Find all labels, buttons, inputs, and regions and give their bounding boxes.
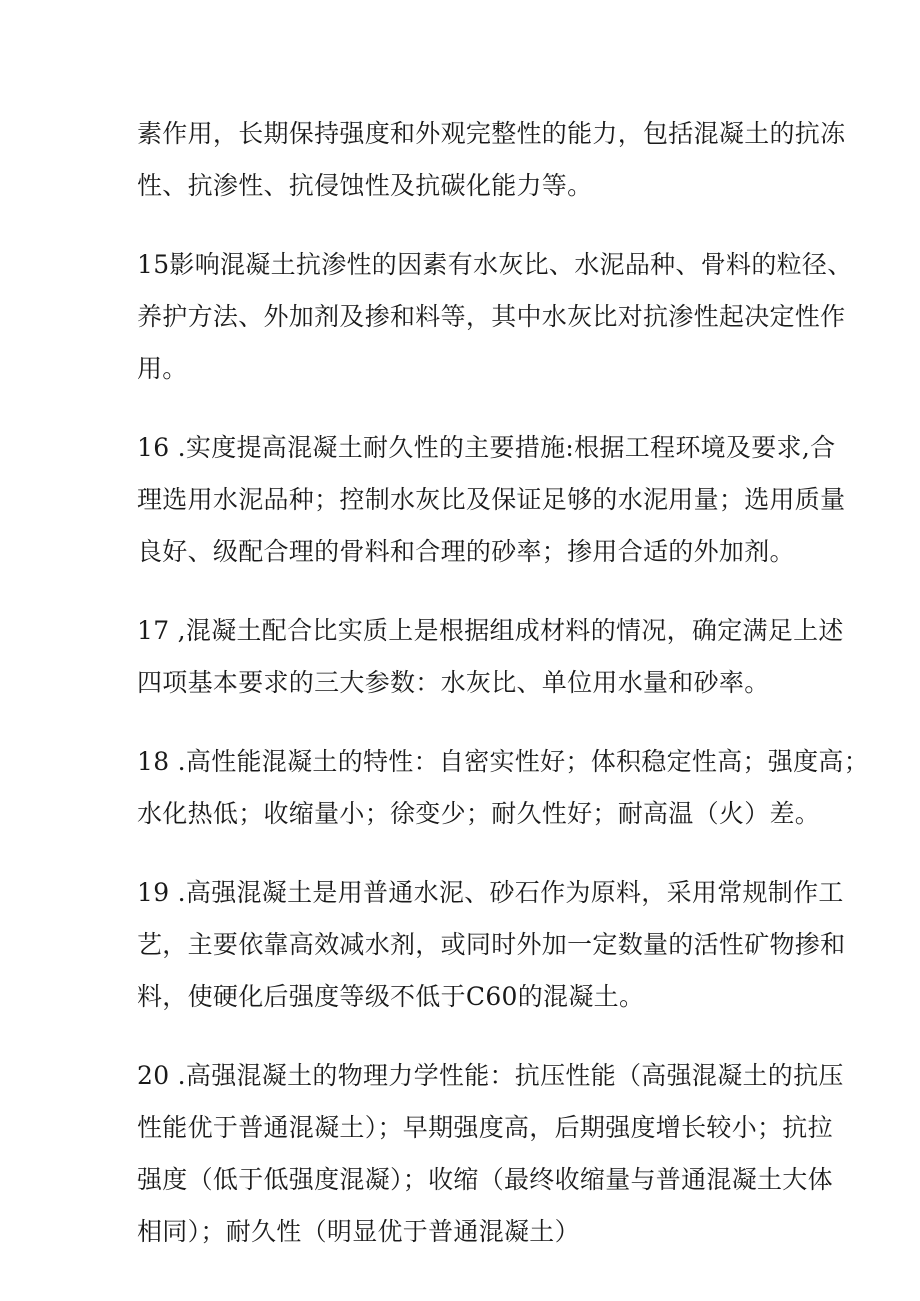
- text-line: 19 .高强混凝土是用普通水泥、砂石作为原料，采用常规制作工: [137, 878, 844, 907]
- text-line: 养护方法、外加剂及掺和料等，其中水灰比对抗渗性起决定性作: [137, 302, 846, 331]
- paragraph-item-20: [137, 1050, 844, 1258]
- text-line: 素作用，长期保持强度和外观完整性的能力，包括混凝土的抗冻: [137, 119, 846, 148]
- text-line: 17 ,混凝土配合比实质上是根据组成材料的情况，确定满足上述: [137, 616, 844, 645]
- text-line: 良好、级配合理的骨料和合理的砂率；掺用合适的外加剂。: [137, 537, 795, 566]
- text-line: 用。: [137, 354, 188, 383]
- text-line: 强度（低于低强度混凝）；收缩（最终收缩量与普通混凝土大体: [137, 1165, 833, 1194]
- text-line: 相同）；耐久性（明显优于普通混凝土）: [137, 1217, 580, 1246]
- paragraph-item-17: [137, 605, 844, 709]
- text-line: 料，使硬化后强度等级不低于C60的混凝土。: [137, 982, 645, 1011]
- text-line: 16 .实度提高混凝土耐久性的主要措施:根据工程环境及要求,合: [137, 433, 836, 462]
- text-line: 20 .高强混凝土的物理力学性能：抗压性能（高强混凝土的抗压: [137, 1061, 844, 1090]
- text-line: 性、抗渗性、抗侵蚀性及抗碳化能力等。: [137, 171, 593, 200]
- text-line: 艺，主要依靠高效减水剂，或同时外加一定数量的活性矿物掺和: [137, 930, 846, 959]
- paragraph-item-19: [137, 867, 846, 1023]
- text-line: 18 .高性能混凝土的特性：自密实性好；体积稳定性高；强度高；: [137, 747, 870, 776]
- text-line: 水化热低；收缩量小；徐变少；耐久性好；耐高温（火）差。: [137, 799, 821, 828]
- text-line: 性能优于普通混凝土）；早期强度高，后期强度增长较小；抗拉: [137, 1113, 833, 1142]
- paragraph-durability-definition: [137, 108, 846, 212]
- paragraph-item-15: [137, 239, 853, 395]
- text-line: 理选用水泥品种；控制水灰比及保证足够的水泥用量；选用质量: [137, 485, 846, 514]
- document-page: [137, 108, 870, 1285]
- text-line: 四项基本要求的三大参数：水灰比、单位用水量和砂率。: [137, 668, 770, 697]
- paragraph-item-18: [137, 736, 870, 840]
- paragraph-item-16: [137, 422, 846, 578]
- text-line: 15影响混凝土抗渗性的因素有水灰比、水泥品种、骨料的粒径、: [137, 250, 853, 279]
